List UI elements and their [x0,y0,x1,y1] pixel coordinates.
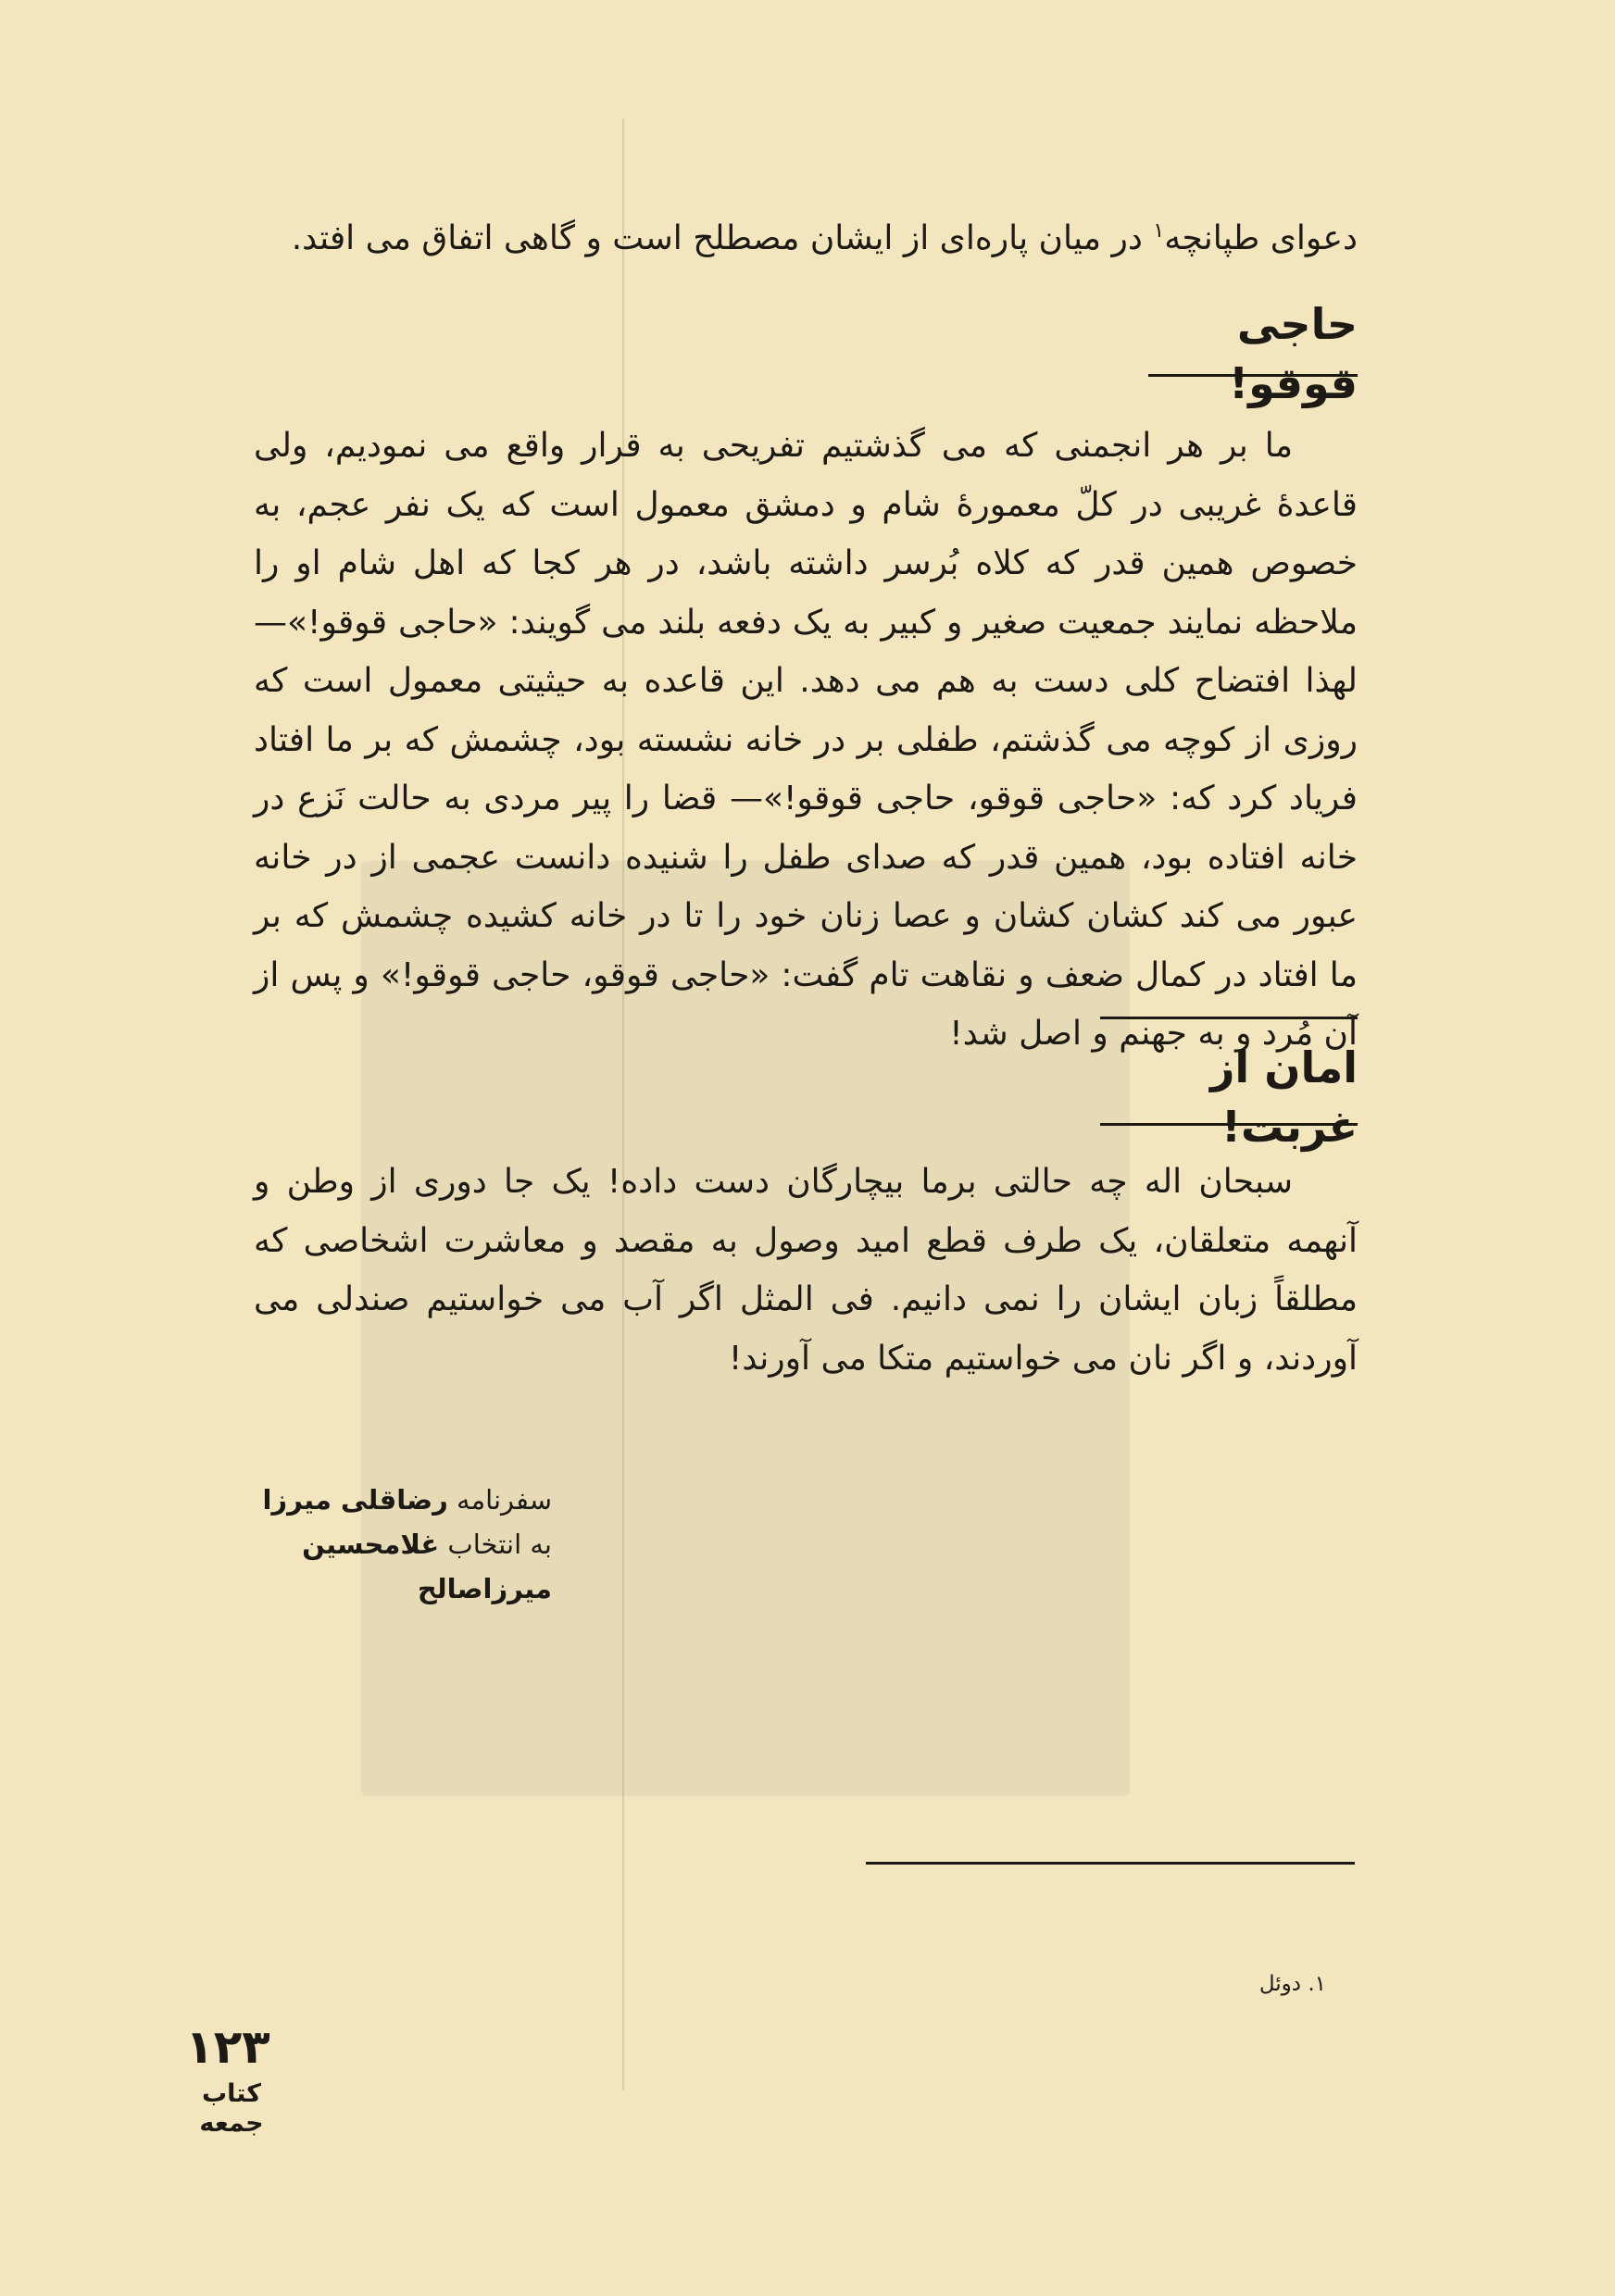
source-line-2-prefix: به انتخاب [447,1529,552,1560]
section-body-aman-az-ghorbat [254,1153,1358,1388]
footnote: ۱. دوئل [1258,1972,1326,1996]
intro-paragraph [254,211,1358,267]
source-author-name: رضاقلی میرزا [262,1484,448,1516]
magazine-name: کتاب جمعه [199,2079,264,2138]
section-body-text: ما بر هر انجمنی که می گذشتیم تفریحی به قرار واقع می نمودیم، ولی قاعدهٔ غریبی در کلّ معمورهٔ شام و دمشق معمول است که یک نفر عجم، به خصوص همین قدر که کلاه بُرسر داشته باشد، در هر کجا که اهل شام او را ملاحظه نمایند جمعیت صغیر و کبیر به یک دفعه بلند می گویند: «حاجی قوقو!»— لهذا افتضاح کلی دست به هم می دهد. این قاعده به حیثیتی معمول است که روزی از کوچه می گذشتم، طفلی بر در خانه نشسته بود، چشمش که بر ما افتاد فریاد کرد که: «حاجی قوقو، حاجی قوقو!»— قضا را پیر مردی به حالت نَزع در خانه افتاده بود، همین قدر که صدای طفل را شنیده دانست عجمی از در خانه عبور می کند کشان کشان و عصا زنان خود را تا در خانه کشیده چشمش که بر ما افتاد در کمال ضعف و نقاهت تام گفت: «حاجی قوقو، حاجی قوقو!» و پس از آن مُرد و به جهنم و اصل شد! [254,427,1358,1053]
intro-text-before-note: دعوای طپانچه [1164,219,1358,257]
section-heading-haji-quqo [1148,294,1358,408]
footnote-divider [866,1862,1355,1865]
section-body-haji-quqo [254,417,1358,1064]
source-editor-name: غلامحسین میرزاصالح [302,1529,552,1604]
intro-text-after-note: در میان پاره‌ای از ایشان مصطلح است و گاهی اتفاق می افتد. [291,219,1154,257]
source-line-1 [163,1478,552,1522]
source-attribution [163,1478,552,1611]
section-heading-aman-az-ghorbat [1100,1017,1358,1152]
section-body-text: سبحان اله چه حالتی برما بیچارگان دست داده! یک جا دوری از وطن و آنهمه متعلقان، یک طرف قطع امید وصول به مقصد و معاشرت اشخاصی که مطلقاً زبان ایشان را نمی دانیم. فی المثل اگر آب می خواستیم صندلی می آوردند، و اگر نان می خواستیم متکا می آورند! [254,1163,1358,1378]
source-line-2 [163,1522,552,1611]
source-line-1-prefix: سفرنامه [457,1484,552,1516]
section-heading-text: امان از غربت! [1209,1042,1358,1152]
page-number: ۱۲۳ [185,2020,270,2074]
section-heading-text: حاجی قوقو! [1229,299,1358,408]
footnote-marker: ۱ [1153,219,1165,243]
